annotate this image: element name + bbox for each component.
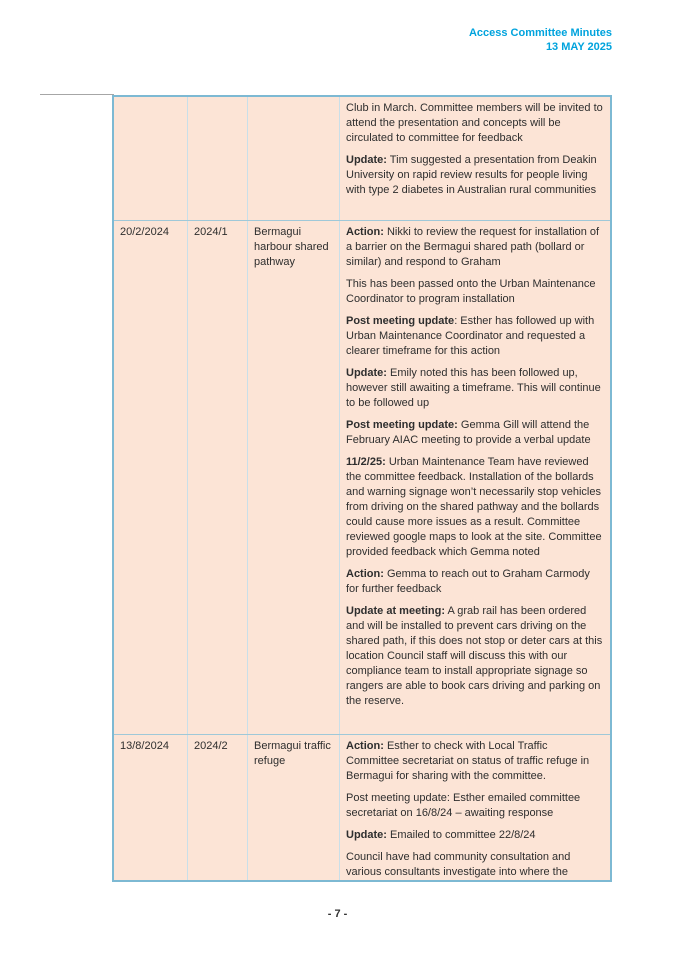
details-paragraph: Update: Tim suggested a presentation from Deakin University on rapid review results for people living with type 2 diabetes in Australian rural communities — [346, 154, 597, 196]
paragraph-lead-bold: Update: — [346, 367, 387, 379]
paragraph-lead-bold: Action: — [346, 226, 384, 238]
details-paragraph: This has been passed onto the Urban Maintenance Coordinator to program installation — [346, 278, 596, 305]
details-paragraph: Action: Esther to check with Local Traffic Committee secretariat on status of traffic refuge in Bermagui for sharing with the committee. — [346, 740, 590, 782]
details-paragraph: Post meeting update: Gemma Gill will attend the February AIAC meeting to provide a verbal update — [346, 419, 591, 446]
details-paragraph: Council have had community consultation and various consultants investigate into where the — [346, 851, 571, 878]
topic-cell: Bermagui traffic refuge — [247, 735, 339, 880]
details-cell — [339, 735, 610, 880]
item-number-cell — [187, 97, 247, 220]
details-cell — [339, 97, 610, 220]
margin-rule-line — [40, 94, 114, 95]
details-paragraph: Action: Gemma to reach out to Graham Carmody for further feedback — [346, 568, 590, 595]
details-paragraph: Post meeting update: Esther emailed committee secretariat on 16/8/24 – awaiting response — [346, 792, 581, 819]
date-cell: 13/8/2024 — [114, 735, 187, 880]
details-cell — [339, 221, 610, 734]
header-title: Access Committee Minutes — [468, 27, 612, 39]
paragraph-lead-bold: Update: — [346, 829, 387, 841]
details-paragraph: Update: Emily noted this has been followed up, however still awaiting a timeframe. This will continue to be followed up — [346, 367, 601, 409]
paragraph-lead-bold: 11/2/25: — [346, 456, 386, 468]
details-paragraph: Update: Emailed to committee 22/8/24 — [346, 829, 536, 841]
details-paragraph: 11/2/25: Urban Maintenance Team have reviewed the committee feedback. Installation of the bollards and warning signage won’t necessarily stop vehicles from driving on the shared pathway and the bollards could cause more issues as a result. Committee reviewed google maps to look at the site. Committee provided feedback which Gemma noted — [346, 456, 602, 558]
page-number: - 7 - — [327, 908, 348, 920]
paragraph-lead-bold: Action: — [346, 568, 384, 580]
details-paragraph: Action: Nikki to review the request for installation of a barrier on the Bermagui shared path (bollard or similar) and respond to Graham — [346, 226, 600, 268]
item-number-cell: 2024/2 — [187, 735, 247, 880]
details-paragraph: Post meeting update: Esther has followed up with Urban Maintenance Coordinator and requested a clearer timeframe for this action — [346, 315, 595, 357]
table-row — [114, 97, 610, 220]
table-row — [114, 734, 610, 880]
details-paragraph: Update at meeting: A grab rail has been ordered and will be installed to prevent cars driving on the shared path, if this does not stop or deter cars at this location Council staff will discuss this with our compliance team to install appropriate signage so rangers are able to book cars driving and parking on the reserve. — [346, 605, 603, 707]
item-number-cell: 2024/1 — [187, 221, 247, 734]
date-cell — [114, 97, 187, 220]
paragraph-lead-bold: Post meeting update: — [346, 419, 458, 431]
minutes-action-table — [112, 95, 612, 882]
paragraph-lead-bold: Action: — [346, 740, 384, 752]
table-row — [114, 220, 610, 734]
header-date: 13 MAY 2025 — [545, 41, 612, 53]
paragraph-lead-bold: Post meeting update — [346, 315, 455, 327]
paragraph-lead-bold: Update: — [346, 154, 387, 166]
details-paragraph: Club in March. Committee members will be invited to attend the presentation and concepts will be circulated to committee for feedback — [346, 102, 603, 144]
topic-cell: Bermagui harbour shared pathway — [247, 221, 339, 734]
paragraph-lead-bold: Update at meeting: — [346, 605, 446, 617]
date-cell: 20/2/2024 — [114, 221, 187, 734]
topic-cell — [247, 97, 339, 220]
document-header — [469, 26, 612, 54]
